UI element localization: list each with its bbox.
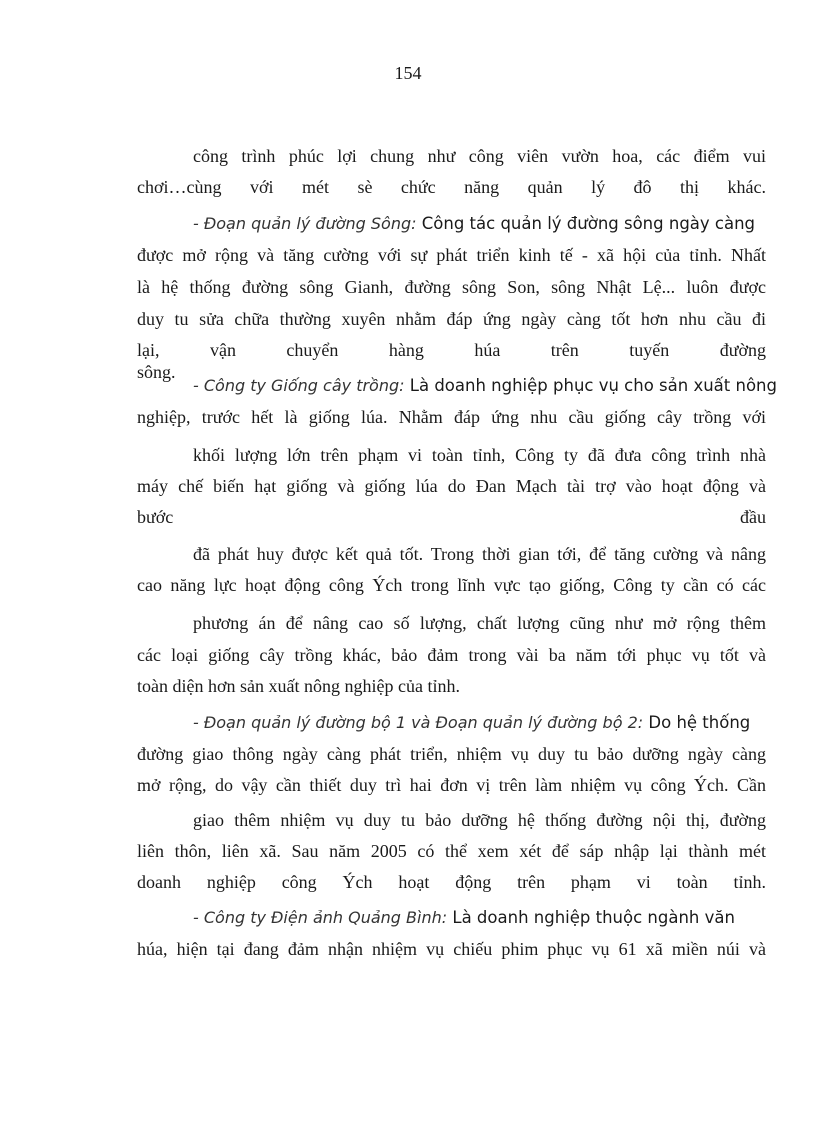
text-line: mở rộng, do vậy cần thiết duy trì hai đơn vị trên làm nhiệm vụ công Ých. Cần <box>137 775 766 795</box>
section-heading-dien-anh: - Công ty Điện ảnh Quảng Bình: <box>193 908 448 927</box>
paragraph-lead-line: - Đoạn quản lý đường bộ 1 và Đoạn quản lý đường bộ 2: Do hệ thống <box>193 713 751 732</box>
text-line: là hệ thống đường sông Gianh, đường sông Son, sông Nhật Lệ... luôn được <box>137 277 766 297</box>
text-line: đường giao thông ngày càng phát triển, nhiệm vụ duy tu bảo dưỡng ngày càng <box>137 744 766 764</box>
text-line: các loại giống cây trồng khác, bảo đảm trong vài ba năm tới phục vụ tốt và <box>137 645 766 665</box>
text-line: đã phát huy được kết quả tốt. Trong thời gian tới, để tăng cường và nâng <box>193 544 766 564</box>
text-line: doanh nghiệp công Ých hoạt động trên phạm vi toàn tỉnh. <box>137 872 766 892</box>
text-line: bước đầu <box>137 507 766 527</box>
paragraph-lead-line: - Công ty Giống cây trồng: Là doanh nghiệp phục vụ cho sản xuất nông <box>193 376 777 395</box>
text-line: công trình phúc lợi chung như công viên vườn hoa, các điểm vui <box>193 146 766 166</box>
page-number: 154 <box>394 63 422 83</box>
text-line: được mở rộng và tăng cường với sự phát triển kinh tế - xã hội của tỉnh. Nhất <box>137 245 766 265</box>
section-heading-duong-bo: - Đoạn quản lý đường bộ 1 và Đoạn quản lý đường bộ 2: <box>193 713 644 732</box>
paragraph-lead-line: - Đoạn quản lý đường Sông: Công tác quản lý đường sông ngày càng <box>193 214 756 233</box>
section-heading-giong: - Công ty Giống cây trồng: <box>193 376 405 395</box>
section-heading-song: - Đoạn quản lý đường Sông: <box>193 214 417 233</box>
text-line: toàn diện hơn sản xuất nông nghiệp của tỉnh. <box>137 676 460 696</box>
text-line: nghiệp, trước hết là giống lúa. Nhằm đáp ứng nhu cầu giống cây trồng với <box>137 407 766 427</box>
text-line: húa, hiện tại đang đảm nhận nhiệm vụ chiếu phim phục vụ 61 xã miền núi và <box>137 939 766 959</box>
text-line: phương án để nâng cao số lượng, chất lượng cũng như mở rộng thêm <box>193 613 766 633</box>
text-line: giao thêm nhiệm vụ duy tu bảo dưỡng hệ thống đường nội thị, đường <box>193 810 766 830</box>
text-line: cao năng lực hoạt động công Ých trong lĩnh vực tạo giống, Công ty cần có các <box>137 575 766 595</box>
text-line: chơi…cùng với mét sè chức năng quản lý đô thị khác. <box>137 177 766 197</box>
paragraph-lead-line: - Công ty Điện ảnh Quảng Bình: Là doanh nghiệp thuộc ngành văn <box>193 908 735 927</box>
text-line: duy tu sửa chữa thường xuyên nhằm đáp ứng ngày càng tốt hơn nhu cầu đi <box>137 309 766 329</box>
text-line: lại, vận chuyển hàng húa trên tuyến đường sông. <box>137 340 766 382</box>
text-line: khối lượng lớn trên phạm vi toàn tỉnh, Công ty đã đưa công trình nhà <box>193 445 766 465</box>
text-line: liên thôn, liên xã. Sau năm 2005 có thể xem xét để sáp nhập lại thành mét <box>137 841 766 861</box>
text-line: máy chế biến hạt giống và giống lúa do Đan Mạch tài trợ vào hoạt động và <box>137 476 766 496</box>
